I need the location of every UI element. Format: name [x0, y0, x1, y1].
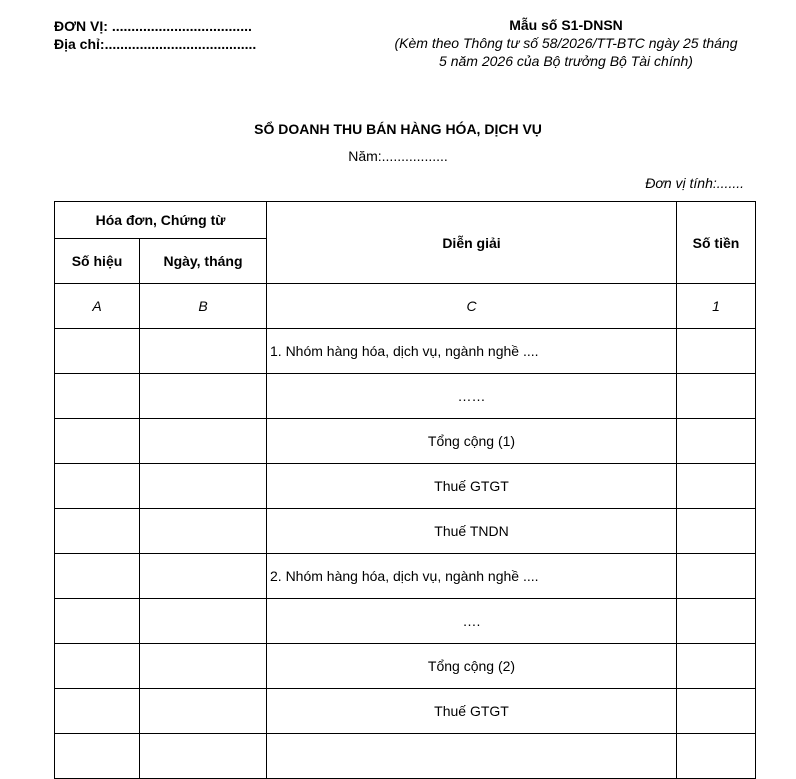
cell-description: 1. Nhóm hàng hóa, dịch vụ, ngành nghề ....: [267, 329, 677, 374]
cell-description: ….: [267, 599, 677, 644]
form-note: (Kèm theo Thông tư số 58/2026/TT-BTC ngày 25 tháng 5 năm 2026 của Bộ trưởng Bộ Tài chính): [394, 35, 738, 69]
header-description: Diễn giải: [267, 202, 677, 284]
table-row: [55, 689, 756, 734]
cell-description: 2. Nhóm hàng hóa, dịch vụ, ngành nghề ....: [267, 554, 677, 599]
cell-number: [55, 554, 140, 599]
cell-amount: [677, 419, 756, 464]
table-row: [55, 509, 756, 554]
table-row: [55, 734, 756, 779]
unit-label: ĐƠN VỊ: ....................................: [54, 18, 252, 34]
cell-number: [55, 734, 140, 779]
cell-description: [267, 734, 677, 779]
cell-description: Tổng cộng (2): [267, 644, 677, 689]
cell-date: [140, 689, 267, 734]
cell-date: [140, 419, 267, 464]
address-label: Địa chỉ:.......................................: [54, 36, 257, 52]
cell-number: [55, 509, 140, 554]
cell-date: [140, 599, 267, 644]
cell-description: Thuế GTGT: [267, 464, 677, 509]
revenue-ledger-table: [54, 201, 756, 779]
cell-number: [55, 419, 140, 464]
form-header: [392, 16, 740, 70]
cell-number: [55, 689, 140, 734]
cell-date: [140, 464, 267, 509]
page-title: SỔ DOANH THU BÁN HÀNG HÓA, DỊCH VỤ: [254, 121, 542, 137]
cell-amount: [677, 509, 756, 554]
table-row: [55, 464, 756, 509]
table-row: [55, 329, 756, 374]
cell-amount: [677, 734, 756, 779]
table-row: [55, 419, 756, 464]
table-row: [55, 374, 756, 419]
cell-description: ……: [267, 374, 677, 419]
code-b: B: [140, 284, 267, 329]
cell-amount: [677, 689, 756, 734]
cell-amount: [677, 554, 756, 599]
cell-date: [140, 644, 267, 689]
code-d: 1: [677, 284, 756, 329]
header-amount: Số tiền: [677, 202, 756, 284]
unit-of-measure: Đơn vị tính:.......: [645, 175, 744, 191]
header-date: Ngày, tháng: [140, 239, 267, 284]
cell-number: [55, 464, 140, 509]
cell-amount: [677, 644, 756, 689]
cell-amount: [677, 464, 756, 509]
header-invoice-group: Hóa đơn, Chứng từ: [55, 202, 267, 239]
cell-description: Thuế TNDN: [267, 509, 677, 554]
cell-date: [140, 734, 267, 779]
cell-number: [55, 374, 140, 419]
cell-amount: [677, 374, 756, 419]
year-label: Năm:.................: [348, 148, 448, 164]
cell-amount: [677, 329, 756, 374]
cell-number: [55, 644, 140, 689]
header-number: Số hiệu: [55, 239, 140, 284]
table-row: [55, 644, 756, 689]
cell-date: [140, 374, 267, 419]
cell-amount: [677, 599, 756, 644]
code-a: A: [55, 284, 140, 329]
cell-date: [140, 554, 267, 599]
cell-date: [140, 509, 267, 554]
table-row: [55, 599, 756, 644]
cell-number: [55, 599, 140, 644]
cell-description: Tổng cộng (1): [267, 419, 677, 464]
form-code: Mẫu số S1-DNSN: [509, 17, 623, 33]
cell-date: [140, 329, 267, 374]
cell-description: Thuế GTGT: [267, 689, 677, 734]
table-row: [55, 554, 756, 599]
code-c: C: [267, 284, 677, 329]
cell-number: [55, 329, 140, 374]
